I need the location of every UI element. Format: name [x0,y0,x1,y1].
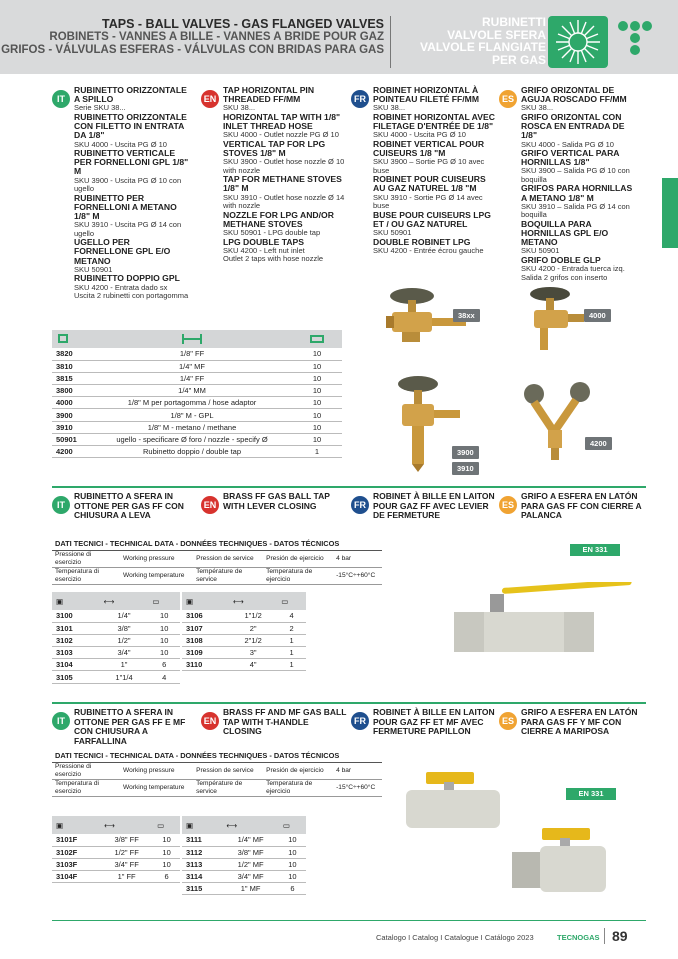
label-3900: 3900 [452,446,479,459]
section2-title-es: GRIFO A ESFERA EN LATÓN PARA GAS FF CON CIERRE A PALANCA [521,491,642,520]
thandle-ff-valve-image [404,770,504,832]
product-name: GRIFO DOBLE GLP [521,254,601,265]
technical-data-title: DATI TECNICI - TECHNICAL DATA - DONNÉES TECHNIQUES - DATOS TÉCNICOS [52,750,382,762]
table-cell: 10 [292,385,342,397]
header-it-line: PER GAS [491,52,546,67]
product-name: DOUBLE ROBINET LPG [373,236,471,247]
product-name: ROBINET HORIZONTAL AVEC FILETAGE D'ENTRÉE DE 1/8" [373,111,495,132]
header-it-line: VALVOLE FLANGIATE [420,40,546,54]
table-cell: 1/4" [100,610,149,622]
size-header-icon [92,330,292,348]
table-row [52,409,342,421]
product-detail: SKU 4000 - Uscita PG Ø 10 [373,130,466,140]
header-title-fr: ROBINETS - VANNES A BILLE - VANNES A BRIDE POUR GAZ [49,31,384,43]
dati-cell: -15°C÷+60°C [333,567,382,584]
table-cell: 10 [292,348,342,360]
table-cell: 10 [292,433,342,445]
code-header-icon: ▣ [52,592,100,610]
product-detail: Uscita 2 rubinetti con portagomma [74,291,189,301]
size-header-icon: ⟷ [100,592,149,610]
table-row [182,622,306,634]
product-table-taps [52,330,342,458]
product-name: RUBINETTO PER FORNELLONI A METANO 1/8" M [74,192,177,222]
table-cell: 1"1/4 [100,671,149,683]
section3-title-en: BRASS FF AND MF GAS BALL TAP WITH T-HANDLE CLOSING [223,707,347,736]
table-cell: 3104F [52,871,100,883]
footer-line [52,920,646,921]
table-row [182,871,306,883]
product-name: GRIFO ORIZONTAL CON ROSCA EN ENTRADA DE 1/8" [521,111,625,141]
product-detail: SKU 3910 - Outlet hose nozzle Ø 14 with nozzle [223,192,345,211]
table-cell: 1/2" [100,634,149,646]
dati-cell: Temperatura de ejercicio [263,567,333,584]
dati-cell: Pression de service [193,762,263,779]
table-row [182,634,306,646]
table-header [52,330,342,348]
table-cell: 1/2" MF [222,858,279,870]
table-cell: 3113 [182,858,222,870]
dati-cell: Pressione di esercizio [52,762,120,779]
ball-valve-lever-table-right [182,592,306,671]
label-4200: 4200 [585,437,612,450]
table-cell: 10 [292,421,342,433]
table-cell: 3" [229,647,277,659]
table-cell: 3104 [52,659,100,671]
dati-cell: Température de service [193,567,263,584]
code-header-icon [52,330,92,348]
size-header-icon: ⟷ [229,592,277,610]
table-cell: 3115 [182,883,222,895]
table-cell: 3102F [52,846,100,858]
technical-data-title: DATI TECNICI - TECHNICAL DATA - DONNÉES TECHNIQUES - DATOS TÉCNICOS [52,538,382,550]
table-cell: 10 [279,871,306,883]
section3-title-it: RUBINETTO A SFERA IN OTTONE PER GAS FF E MF CON CHIUSURA A FARFALLINA [74,707,186,746]
product-detail: SKU 50901 [74,264,113,274]
table-cell: 3112 [182,846,222,858]
product-name: RUBINETTO DOPPIO GPL [74,273,180,284]
table-cell: 3103F [52,858,100,870]
table-row [52,846,180,858]
package-header-icon: ▭ [277,592,306,610]
header-title-it [392,16,546,66]
dati-cell: Presión de ejercicio [263,550,333,567]
table-cell: 1/8" FF [92,348,292,360]
ball-valve-thandle-table-right [182,816,306,895]
table-cell: 3800 [52,385,92,397]
product-detail: Outlet 2 taps with hose nozzle [223,254,324,264]
table-cell: 3/8" [100,622,149,634]
product-detail: SKU 3900 – Sortie PG Ø 10 avec buse [373,157,485,175]
table-row [52,360,342,372]
table-cell: 4 [148,671,180,683]
ball-valve-lever-table-left [52,592,180,684]
lang-badge-es: ES [499,90,517,108]
lang-badge-it: IT [52,90,70,108]
table-cell: 3114 [182,871,222,883]
product-name: ROBINET VERTICAL POUR CUISEURS 1/8 "M [373,138,485,159]
table-cell: 1/8" M - metano / methane [92,421,292,433]
table-cell: 10 [279,834,306,846]
label-3910: 3910 [452,462,479,475]
header-it-line: RUBINETTI [482,15,546,29]
table-row [182,858,306,870]
product-detail: SKU 50901 [521,246,560,256]
table-cell: 1/8" M - GPL [92,409,292,421]
product-name: BUSE POUR CUISEURS LPG ET / OU GAZ NATUREL [373,209,491,229]
header-divider [390,16,391,68]
table-cell: 6 [148,659,180,671]
lang-badge-en: EN [201,496,219,514]
lang-badge-fr: FR [351,90,369,108]
table-cell: 2"1/2 [229,634,277,646]
code-header-icon: ▣ [182,592,229,610]
sun-flame-icon [548,16,608,68]
product-name: NOZZLE FOR LPG AND/OR METHANE STOVES [223,209,334,229]
double-tap-4200-image [518,380,598,464]
product-name: LPG DOUBLE TAPS [223,236,305,247]
label-38xx: 38xx [453,309,480,322]
table-cell: 10 [279,858,306,870]
table-cell: 10 [153,846,180,858]
table-cell: 10 [148,610,180,622]
table-cell: 1/4" MF [222,834,279,846]
product-name: RUBINETTO ORIZZONTALE A SPILLO [74,85,187,105]
product-name: HORIZONTAL TAP WITH 1/8" INLET THREAD HOSE [223,111,341,132]
table-cell: 10 [292,360,342,372]
table-cell: 3/8" FF [100,834,153,846]
desc-column-fr [373,86,495,255]
dati-cell: Working temperature [120,567,193,584]
code-header-icon: ▣ [52,816,100,834]
table-cell: 10 [279,846,306,858]
dati-cell: Pressione di esercizio [52,550,120,567]
footer-catalog: Catalogo I Catalog I Catalogue I Catálogo 2023 [376,933,534,942]
product-detail: SKU 3910 – Salida PG Ø 14 con boquilla [521,201,630,220]
table-row [52,348,342,360]
product-name: TAP FOR METHANE STOVES 1/8" M [223,174,342,194]
size-header-icon: ⟷ [100,816,153,834]
table-cell: 1" MF [222,883,279,895]
table-cell: 3111 [182,834,222,846]
table-cell: 10 [153,834,180,846]
table-row [52,397,342,409]
lang-badge-es: ES [499,712,517,730]
ball-valve-thandle-table-left [52,816,180,883]
table-row [52,421,342,433]
table-cell: 3103 [52,647,100,659]
table-cell: 3101F [52,834,100,846]
table-cell: 10 [153,858,180,870]
table-row [182,834,306,846]
table-cell: 50901 [52,433,92,445]
section-divider [52,486,646,488]
lang-badge-it: IT [52,712,70,730]
table-cell: 1/4" FF [92,372,292,384]
product-detail: SKU 3910 - Sortie PG Ø 14 avec buse [373,192,483,211]
side-tab [662,178,678,248]
label-4000: 4000 [584,309,611,322]
table-row [182,659,306,671]
product-name: TAP HORIZONTAL PIN THREADED FF/MM [223,85,315,105]
table-row [52,871,180,883]
desc-column-es [521,86,639,282]
table-cell: 3810 [52,360,92,372]
table-cell: 6 [153,871,180,883]
table-cell: 10 [292,397,342,409]
table-cell: 1 [277,634,306,646]
table-cell: 10 [148,647,180,659]
dati-cell: Température de service [193,779,263,796]
table-row [182,647,306,659]
product-name: GRIFO ORIZONTAL DE AGUJA ROSCADO FF/MM [521,85,627,105]
product-detail: SKU 50901 [373,228,412,238]
table-row [52,834,180,846]
dati-cell: Presión de ejercicio [263,762,333,779]
lang-badge-it: IT [52,496,70,514]
lang-badge-en: EN [201,712,219,730]
table-cell: 10 [292,409,342,421]
table-cell: 3/4" FF [100,858,153,870]
table-row [182,846,306,858]
table-row [52,446,342,458]
technical-data-table [52,750,382,797]
table-cell: 3110 [182,659,229,671]
technical-data-table [52,538,382,585]
section2-title-en: BRASS FF GAS BALL TAP WITH LEVER CLOSING [223,491,330,511]
header-title-es: GRIFOS - VÁLVULAS ESFERAS - VÁLVULAS CON BRIDAS PARA GAS [1,44,384,56]
table-cell: 4000 [52,397,92,409]
product-name: UGELLO PER FORNELLONE GPL E/O METANO [74,237,171,266]
table-cell: 3105 [52,671,100,683]
dati-cell: 4 bar [333,762,382,779]
table-cell: 1 [292,446,342,458]
table-cell: 3101 [52,622,100,634]
lang-badge-fr: FR [351,496,369,514]
table-cell: 10 [148,634,180,646]
en331-badge: EN 331 [566,788,616,800]
code-header-icon: ▣ [182,816,222,834]
dati-cell: Pression de service [193,550,263,567]
dati-cell: Temperatura de ejercicio [263,779,333,796]
product-detail: SKU 4200 - Entrada tuerca izq. [521,264,625,274]
table-cell: 3/8" MF [222,846,279,858]
table-row [52,659,180,671]
product-detail: SKU 4000 - Outlet nozzle PG Ø 10 [223,130,339,140]
product-name: BOQUILLA PARA HORNILLAS GPL E/O METANO [521,218,609,248]
product-name: RUBINETTO VERTICALE PER FORNELLONI GPL 1/8" M [74,148,189,177]
table-cell: 3107 [182,622,229,634]
table-cell: 4" [229,659,277,671]
product-name: ROBINET HORIZONTAL À POINTEAU FILETÉ FF/MM [373,85,479,105]
product-detail: SKU 50901 - LPG double tap [223,228,321,238]
desc-column-en [223,86,348,264]
header-title-en: TAPS - BALL VALVES - GAS FLANGED VALVES [102,17,384,31]
horizontal-tap-4000-image [516,284,586,354]
table-row [52,610,180,622]
table-cell: 3820 [52,348,92,360]
table-cell: 3910 [52,421,92,433]
table-row [52,858,180,870]
product-detail: SKU 3900 - Outlet hose nozzle Ø 10 with nozzle [223,157,345,175]
section-divider [52,702,646,704]
table-cell: 1"1/2 [229,610,277,622]
table-row [52,647,180,659]
table-row [52,622,180,634]
product-name: GRIFO VERTICAL PARA HORNILLAS 1/8" [521,148,620,168]
lang-badge-es: ES [499,496,517,514]
table-cell: 1/4" MM [92,385,292,397]
table-row [52,634,180,646]
product-detail: SKU 38... [223,103,256,113]
thandle-mf-valve-image [510,826,610,896]
product-detail: SKU 4000 - Salida PG Ø 10 [521,139,614,149]
en331-badge: EN 331 [570,544,620,556]
product-detail: SKU 4200 - Entrata dado sx [74,282,168,292]
dati-cell: -15°C÷+60°C [333,779,382,796]
table-cell: 1 [277,659,306,671]
package-header-icon: ▭ [148,592,180,610]
footer-divider [604,928,605,944]
table-row [52,433,342,445]
product-name: RUBINETTO ORIZZONTALE CON FILETTO IN ENTRATA DA 1/8" [74,111,187,141]
table-cell: 6 [279,883,306,895]
table-cell: 1" FF [100,871,153,883]
product-name: GRIFOS PARA HORNILLAS A METANO 1/8" M [521,183,633,203]
product-detail: Salida 2 grifos con inserto [521,272,608,282]
table-row [182,610,306,622]
table-row [182,883,306,895]
table-cell: 1/2" FF [100,846,153,858]
product-name: ROBINET POUR CUISEURS AU GAZ NATUREL 1/8 "M [373,174,486,194]
page-number: 89 [612,928,628,944]
section3-title-es: GRIFO A ESFERA EN LATÓN PARA GAS FF Y MF CON CIERRE A MARIPOSA [521,707,638,736]
package-header-icon: ▭ [153,816,180,834]
table-cell: 4 [277,610,306,622]
lang-badge-en: EN [201,90,219,108]
product-detail: SKU 3900 – Salida PG Ø 10 con boquilla [521,166,630,184]
table-cell: 10 [148,622,180,634]
section3-title-fr: ROBINET À BILLE EN LAITON POUR GAZ FF ET MF AVEC FERMETURE PAPILLON [373,707,495,736]
product-detail: SKU 3910 - Uscita PG Ø 14 con ugello [74,220,182,238]
table-cell: 1 [277,647,306,659]
table-cell: 2 [277,622,306,634]
dati-cell: Temperatura di esercizio [52,567,120,584]
header-it-line: VALVOLE SFERA [447,27,546,42]
package-header-icon: ▭ [279,816,306,834]
product-detail: SKU 4000 - Uscita PG Ø 10 [74,139,167,149]
dati-cell: Working temperature [120,779,193,796]
table-cell: 3815 [52,372,92,384]
table-cell: 3900 [52,409,92,421]
table-cell: 3108 [182,634,229,646]
lang-badge-fr: FR [351,712,369,730]
table-cell: 3109 [182,647,229,659]
dati-cell: Working pressure [120,550,193,567]
table-cell: 3/4" [100,647,149,659]
table-cell: ugello - specificare Ø foro / nozzle - specify Ø [92,433,292,445]
header-titles [0,18,384,57]
product-detail: SKU 4200 - Left nut inlet [223,245,305,255]
product-detail: SKU 38... [521,103,554,113]
product-name: VERTICAL TAP FOR LPG STOVES 1/8" M [223,138,326,159]
table-row [52,671,180,683]
table-cell: 3100 [52,610,100,622]
table-cell: 1/4" MF [92,360,292,372]
lever-ball-valve-image [450,582,650,662]
table-cell: 3/4" MF [222,871,279,883]
table-cell: 3102 [52,634,100,646]
table-cell: 2" [229,622,277,634]
footer-brand: TECNOGAS [557,933,600,942]
product-detail: SKU 38... [373,103,406,113]
tecnogas-logo-icon [612,14,658,60]
dati-cell: 4 bar [333,550,382,567]
dati-cell: Temperatura di esercizio [52,779,120,796]
size-header-icon: ⟷ [222,816,279,834]
dati-cell: Working pressure [120,762,193,779]
table-cell: Rubinetto doppio / double tap [92,446,292,458]
table-cell: 10 [292,372,342,384]
product-detail: SKU 3900 - Uscita PG Ø 10 con ugello [74,175,182,194]
table-cell: 4200 [52,446,92,458]
table-row [52,372,342,384]
table-row [52,385,342,397]
table-cell: 1/8" M per portagomma / hose adaptor [92,397,292,409]
product-detail: Serie SKU 38... [74,103,126,113]
table-cell: 3106 [182,610,229,622]
section2-title-fr: ROBINET À BILLE EN LAITON POUR GAZ FF AVEC LEVIER DE FERMETURE [373,491,495,520]
table-cell: 1" [100,659,149,671]
desc-column-it [74,86,190,301]
section2-title-it: RUBINETTO A SFERA IN OTTONE PER GAS FF CON CHIUSURA A LEVA [74,491,184,520]
package-header-icon [292,330,342,348]
product-detail: SKU 4200 - Entrée écrou gauche [373,245,484,255]
